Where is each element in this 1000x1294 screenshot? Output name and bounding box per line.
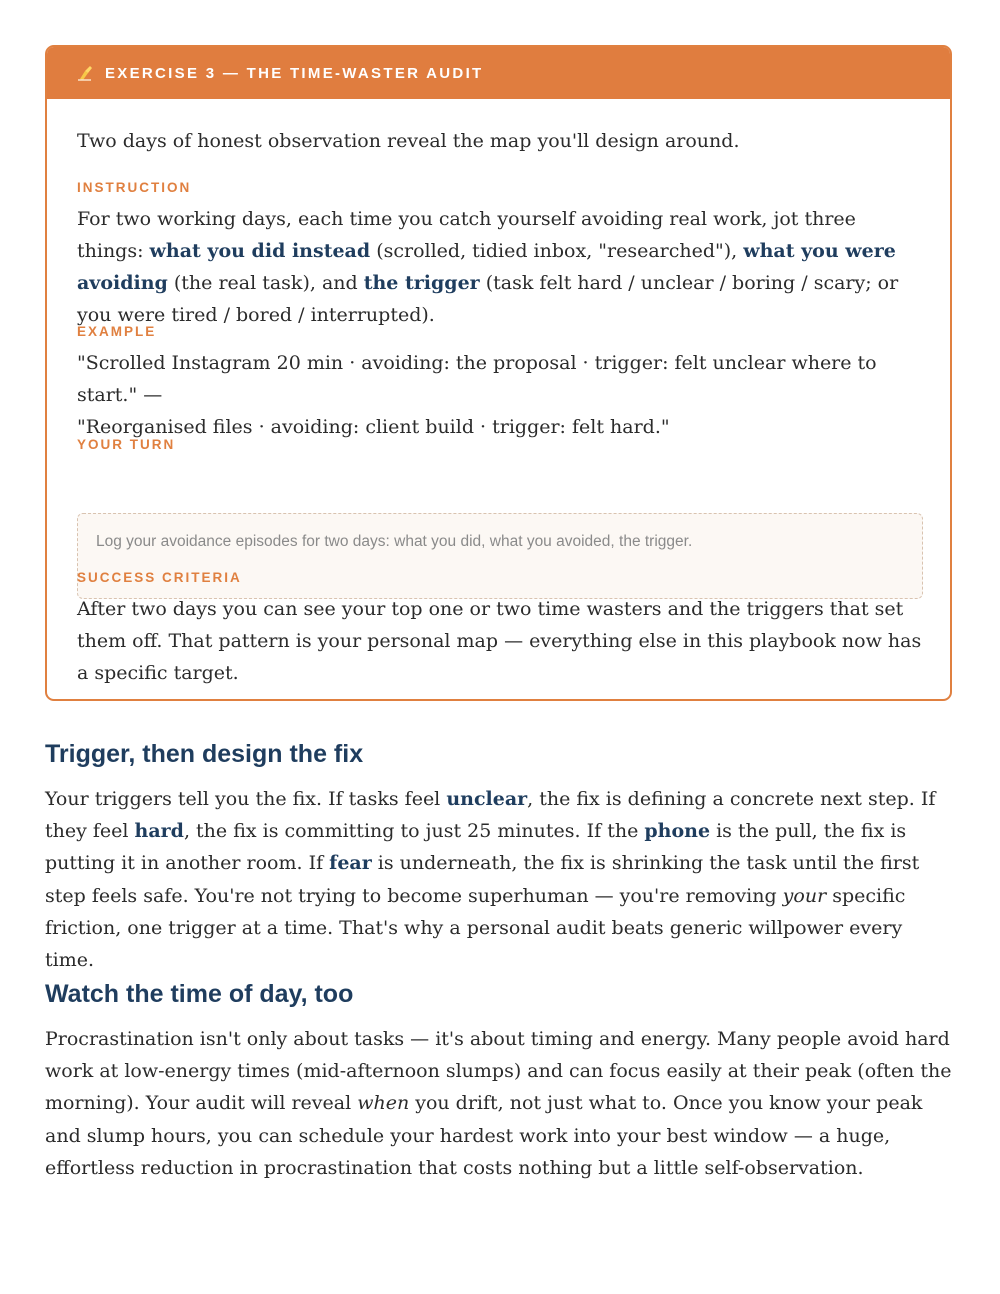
paragraph-emphasis: hard (134, 820, 184, 843)
paragraph-text-part: specific friction, one trigger at a time. That's why a personal audit beats generic willpower every time. (45, 884, 906, 972)
paragraph-italic: your (782, 884, 827, 907)
paragraph-emphasis: phone (644, 820, 711, 843)
your-turn-input[interactable] (77, 513, 923, 599)
your-turn-placeholder: Log your avoidance episodes for two days: what you did, what you avoided, the trigger. (96, 533, 693, 550)
exercise-header (47, 47, 950, 99)
instruction-label: INSTRUCTION (77, 180, 192, 195)
section-heading-trigger: Trigger, then design the fix (45, 740, 364, 768)
success-criteria-label: SUCCESS CRITERIA (77, 570, 242, 585)
exercise-card (45, 45, 952, 701)
instruction-text-part: For two working days, each time you catch yourself avoiding real work, jot three things: (77, 208, 856, 262)
your-turn-label: YOUR TURN (77, 437, 176, 452)
example-line: "Scrolled Instagram 20 min · avoiding: the proposal · trigger: felt unclear where to start." — (77, 352, 877, 406)
paragraph-italic: when (357, 1092, 410, 1115)
example-text (77, 347, 927, 443)
paragraph-text-part: Procrastination isn't only about tasks — it's about timing and energy. Many people avoid hard work at low-energy times (mid-afternoon slumps) and can focus easily at their peak (often the morning). Your audit will reveal (45, 1028, 952, 1115)
section-heading-time-of-day: Watch the time of day, too (45, 980, 354, 1008)
instruction-text-part: (task felt hard / unclear / boring / scary; or you were tired / bored / interrupted). (77, 272, 899, 326)
paragraph-text-part: , the fix is committing to just 25 minutes. If the (183, 820, 645, 843)
paragraph-emphasis: unclear (446, 788, 528, 810)
writing-hand-icon (77, 65, 95, 81)
paragraph-text-part: Your triggers tell you the fix. If tasks feel (45, 788, 447, 810)
section-trigger-paragraph (45, 783, 957, 976)
paragraph-emphasis: fear (329, 852, 372, 875)
paragraph-text-part: is the pull, the fix is putting it in another room. If (45, 820, 907, 875)
example-line: "Reorganised files · avoiding: client build · trigger: felt hard." (77, 416, 670, 438)
paragraph-text-part: , the fix is defining a concrete next step. If they feel (45, 788, 936, 843)
instruction-emphasis: the trigger (363, 272, 480, 294)
success-criteria-text: After two days you can see your top one or two time wasters and the triggers that set them off. That pattern is your personal map — everything else in this playbook now has a specific target. (77, 598, 922, 684)
section-time-of-day-paragraph (45, 1023, 957, 1184)
exercise-intro: Two days of honest observation reveal the map you'll design around. (77, 130, 740, 152)
example-label: EXAMPLE (77, 324, 157, 339)
paragraph-text-part: you drift, not just what to. Once you know your peak and slump hours, you can schedule your hardest work into your best window — a huge, effortless reduction in procrastination that costs nothing but a little self-observation. (45, 1092, 923, 1179)
instruction-emphasis: what you did instead (149, 240, 371, 262)
instruction-emphasis: what you were avoiding (77, 240, 896, 294)
instruction-text (77, 203, 927, 331)
instruction-text-part: (the real task), and (167, 272, 364, 294)
paragraph-text-part: is underneath, the fix is shrinking the task until the first step feels safe. You're not trying to become superhuman — you're removing (45, 852, 920, 907)
instruction-text-part: (scrolled, tidied inbox, "researched"), (370, 240, 744, 262)
exercise-title: EXERCISE 3 — THE TIME-WASTER AUDIT (105, 64, 484, 82)
